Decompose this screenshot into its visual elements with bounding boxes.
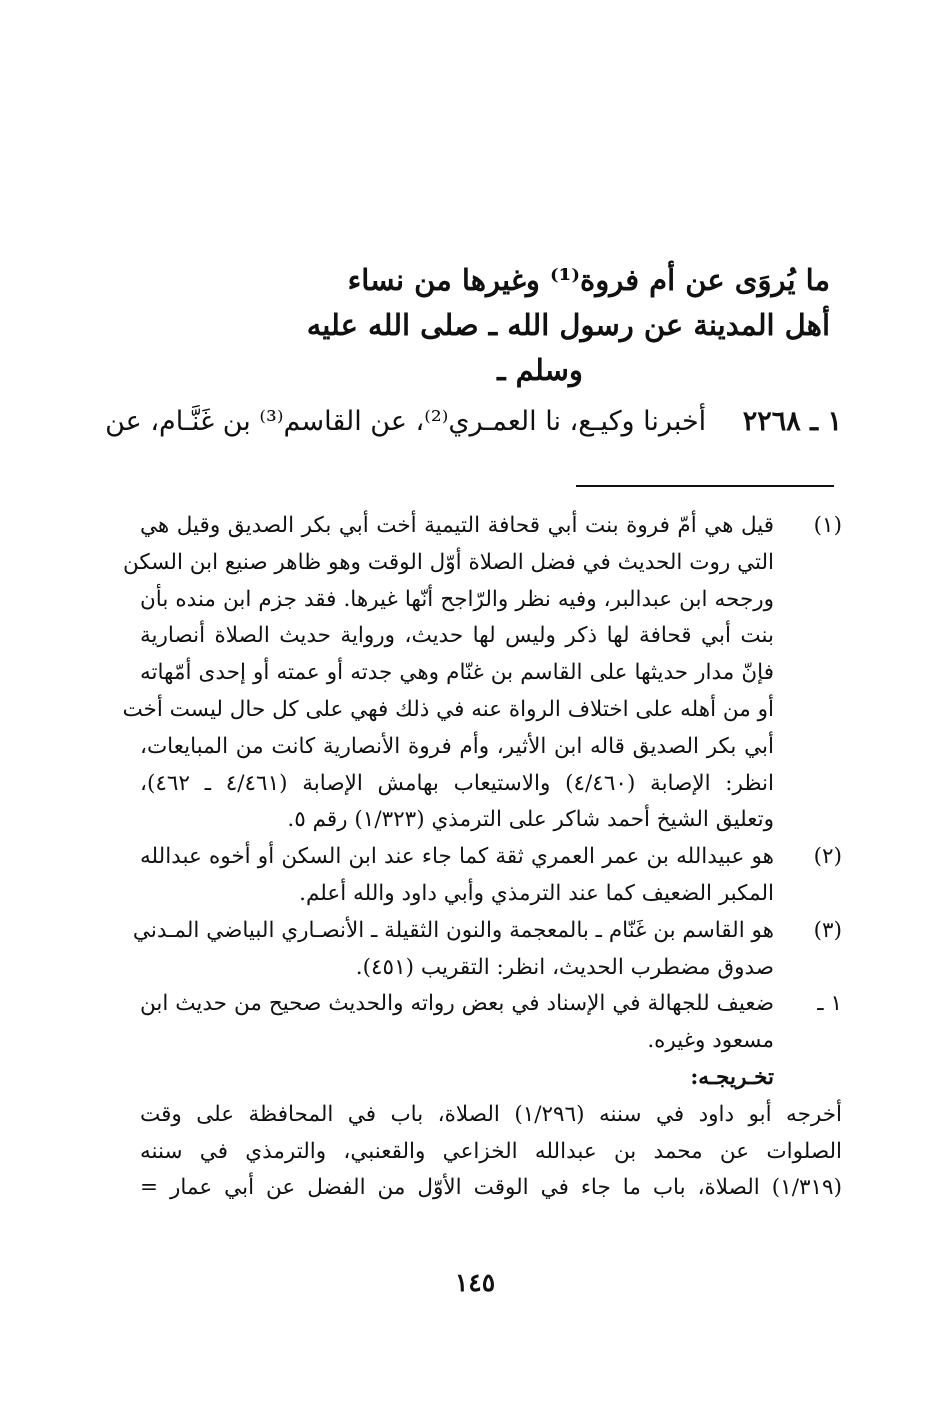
footnote-line: هو القاسم بن غَنّام ـ بالمعجمة والنون الثقيلة ـ الأنصـاري البياضي المـدني: [132, 917, 774, 943]
footnote-1: [122, 508, 842, 839]
chapter-title-line-3: وسلم ـ: [497, 353, 583, 387]
chapter-title: [190, 258, 830, 393]
hadith-number: ١ ـ ٢٢٦٨: [742, 406, 842, 437]
footnote-line: هو عبيدالله بن عمر العمري ثقة كما جاء عند ابن السكن أو أخوه عبدالله: [140, 844, 774, 870]
hadith-text-line: [105, 400, 842, 444]
footnote-line: فإنّ مدار حديثها على القاسم بن غنّام وهي جدته أو عمته أو إحدى أمّهاته: [140, 660, 774, 686]
footnote-marker: (١): [813, 513, 842, 538]
takhrij-line: (١/٣١٩) الصلاة، باب ما جاء في الوقت الأوّل من الفضل عن أبي عمار =: [140, 1175, 842, 1201]
footnote-line: قيل هي أمّ فروة بنت أبي قحافة التيمية أخت أبي بكر الصديق وقيل هي: [140, 513, 774, 538]
footnote-line: وتعليق الشيخ أحمد شاكر على الترمذي (١/٣٢٣) رقم ٥.: [287, 807, 774, 833]
footnote-3: [132, 913, 842, 987]
footnote-line: صدوق مضطرب الحديث، انظر: التقريب (٤٥١).: [355, 954, 774, 980]
footnote-line: المكبر الضعيف كما عند الترمذي وأبي داود والله أعلم.: [299, 880, 774, 906]
footnote-2: [140, 839, 842, 913]
footnote-line: ضعيف للجهالة في الإسناد في بعض رواته والحديث صحيح من حديث ابن: [140, 991, 774, 1017]
footnotes-section: [122, 508, 842, 1207]
footnote-line: ورجحه ابن عبدالبر، وفيه نظر والرّاجح أنّها غيرها. فقد جزم ابن منده بأن: [140, 586, 774, 612]
footnote-line: أو من أهله على اختلاف الرواة عنه في ذلك فهي على كل حال ليست أخت: [122, 696, 774, 722]
hadith-text: أخبرنا وكيـع، نا العمـري⁽²⁾، عن القاسم⁽³⁾ بن غَنَّـام، عن: [105, 406, 707, 437]
chapter-title-line-2: أهل المدينة عن رسول الله ـ صلى الله عليه: [306, 308, 830, 342]
takhrij-line: أخرجه أبو داود في سننه (١/٢٩٦) الصلاة، باب في المحافظة على وقت: [140, 1101, 842, 1127]
takhrij-heading-row: [140, 1060, 842, 1097]
footnote-line: بنت أبي قحافة لها ذكر وليس لها حديث، ورواية حديث الصلاة أنصارية: [140, 623, 774, 649]
footnote-line: مسعود وغيره.: [647, 1028, 774, 1054]
footnote-line: انظر: الإصابة (٤/٤٦٠) والاستيعاب بهامش الإصابة (٤/٤٦١ ـ ٤٦٢)،: [140, 770, 775, 796]
takhrij-body: [140, 1097, 842, 1207]
grading-marker: ١ ـ: [817, 991, 842, 1017]
footnote-line: أبي بكر الصديق قاله ابن الأثير، وأم فروة الأنصارية كانت من المبايعات،: [140, 733, 774, 759]
footnote-marker: (٣): [813, 917, 842, 943]
grading-note: [140, 986, 842, 1060]
takhrij-line: الصلوات عن محمد بن عبدالله الخزاعي والقعنبي، والترمذي في سننه: [140, 1138, 842, 1164]
footnote-line: التي روت الحديث في فضل الصلاة أوّل الوقت وهو ظاهر صنيع ابن السكن: [122, 549, 774, 575]
footnote-marker: (٢): [813, 844, 842, 870]
takhrij-heading: تخـريجـه:: [690, 1064, 774, 1090]
footnote-separator: [576, 485, 834, 487]
page-number: ١٤٥: [454, 1268, 496, 1297]
chapter-title-line-1: ما يُروَى عن أم فروة⁽¹⁾ وغيرها من نساء: [347, 263, 830, 297]
